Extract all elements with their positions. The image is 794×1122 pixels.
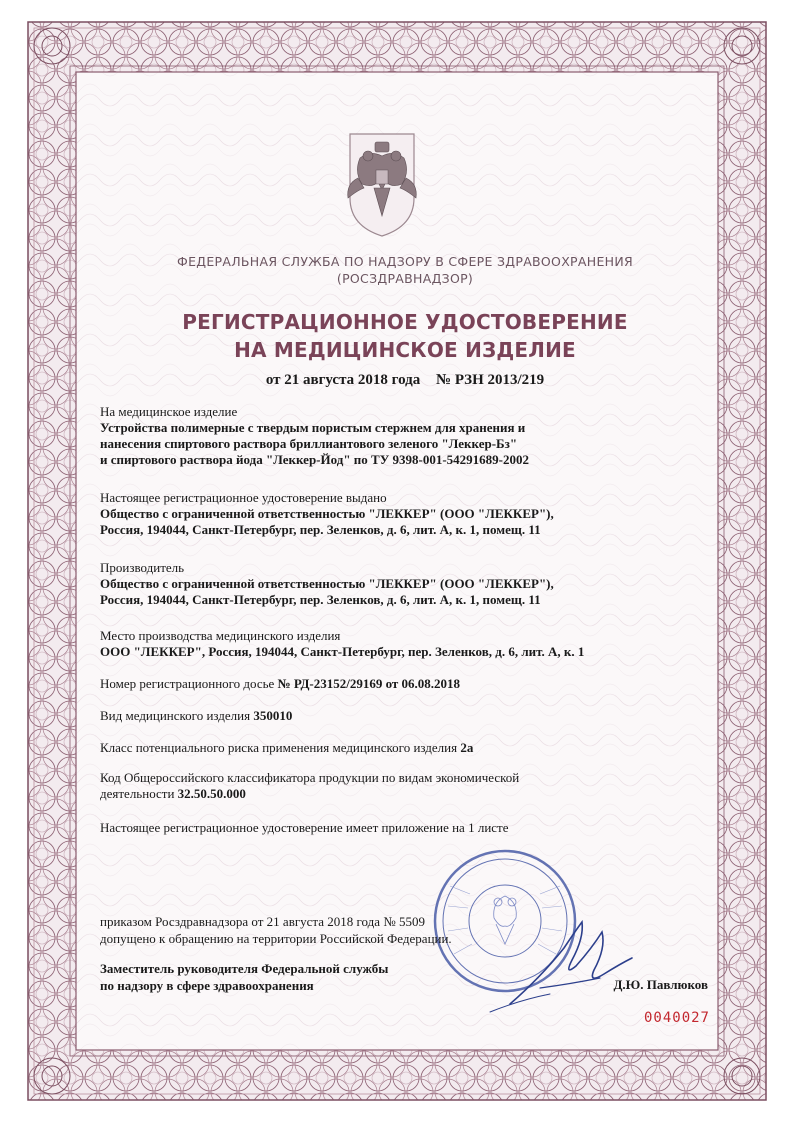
device-line: нанесения спиртового раствора бриллиантового зеленого "Леккер-Бз" <box>100 436 518 451</box>
device-type-section <box>100 708 710 724</box>
signer-line-2: по надзору в сфере здравоохранения <box>100 978 314 993</box>
date-and-number <box>100 371 710 389</box>
issued-to-line: Общество с ограниченной ответственностью "ЛЕККЕР" (ООО "ЛЕККЕР"), <box>100 506 554 521</box>
serial-number: 0040027 <box>643 1010 710 1026</box>
okved-label-line-2: деятельности <box>100 786 175 801</box>
appendix-text: Настоящее регистрационное удостоверение имеет приложение на 1 листе <box>100 820 509 835</box>
production-site-section <box>100 628 710 660</box>
agency-name <box>100 253 710 287</box>
device-section <box>100 404 710 468</box>
issued-to-line: Россия, 194044, Санкт-Петербург, пер. Зеленков, д. 6, лит. А, к. 1, помещ. 11 <box>100 522 541 537</box>
certificate-content <box>100 128 710 1048</box>
okved-value: 32.50.50.000 <box>177 786 246 801</box>
device-line: и спиртового раствора йода "Леккер-Йод" по ТУ 9398-001-54291689-2002 <box>100 452 529 467</box>
device-label: На медицинское изделие <box>100 404 238 419</box>
signer-line-1: Заместитель руководителя Федеральной службы <box>100 961 389 976</box>
okved-section <box>100 770 710 802</box>
order-line-1: приказом Росздравнадзора от 21 августа 2018 года № 5509 <box>100 914 425 929</box>
device-type-label: Вид медицинского изделия <box>100 708 251 723</box>
appendix-section <box>100 820 710 836</box>
manufacturer-section <box>100 560 710 608</box>
double-headed-eagle-emblem <box>332 128 432 240</box>
manufacturer-line: Общество с ограниченной ответственностью "ЛЕККЕР" (ООО "ЛЕККЕР"), <box>100 576 554 591</box>
signer-title <box>100 960 520 994</box>
dossier-value: № РД-23152/29169 от 06.08.2018 <box>277 676 461 691</box>
signer-name: Д.Ю. Павлюков <box>613 977 708 992</box>
title-line-1: РЕГИСТРАЦИОННОЕ УДОСТОВЕРЕНИЕ <box>182 310 628 334</box>
agency-line-1: ФЕДЕРАЛЬНАЯ СЛУЖБА ПО НАДЗОРУ В СФЕРЕ ЗДРАВООХРАНЕНИЯ <box>177 254 633 269</box>
device-type-value: 350010 <box>253 708 293 723</box>
handwritten-signature <box>480 908 640 1018</box>
order-line-2: допущено к обращению на территории Российской Федерации. <box>100 931 452 946</box>
okved-label-line-1: Код Общероссийского классификатора продукции по видам экономической <box>100 770 520 785</box>
dossier-section <box>100 676 710 692</box>
registration-number: № РЗН 2013/219 <box>436 372 545 388</box>
agency-line-2: (РОСЗДРАВНАДЗОР) <box>336 271 474 286</box>
risk-class-value: 2а <box>460 740 474 755</box>
risk-class-label: Класс потенциального риска применения медицинского изделия <box>100 740 458 755</box>
manufacturer-label: Производитель <box>100 560 185 575</box>
risk-class-section <box>100 740 710 756</box>
issued-to-section <box>100 490 710 538</box>
issued-to-label: Настоящее регистрационное удостоверение выдано <box>100 490 387 505</box>
title-line-2: НА МЕДИЦИНСКОЕ ИЗДЕЛИЕ <box>234 338 576 362</box>
certificate-title <box>100 308 710 364</box>
device-line: Устройства полимерные с твердым пористым стержнем для хранения и <box>100 420 526 435</box>
issue-date: от 21 августа 2018 года <box>265 372 421 388</box>
manufacturer-line: Россия, 194044, Санкт-Петербург, пер. Зеленков, д. 6, лит. А, к. 1, помещ. 11 <box>100 592 541 607</box>
production-site-label: Место производства медицинского изделия <box>100 628 341 643</box>
production-site-value: ООО "ЛЕККЕР", Россия, 194044, Санкт-Петербург, пер. Зеленков, д. 6, лит. А, к. 1 <box>100 644 585 659</box>
dossier-label: Номер регистрационного досье <box>100 676 275 691</box>
